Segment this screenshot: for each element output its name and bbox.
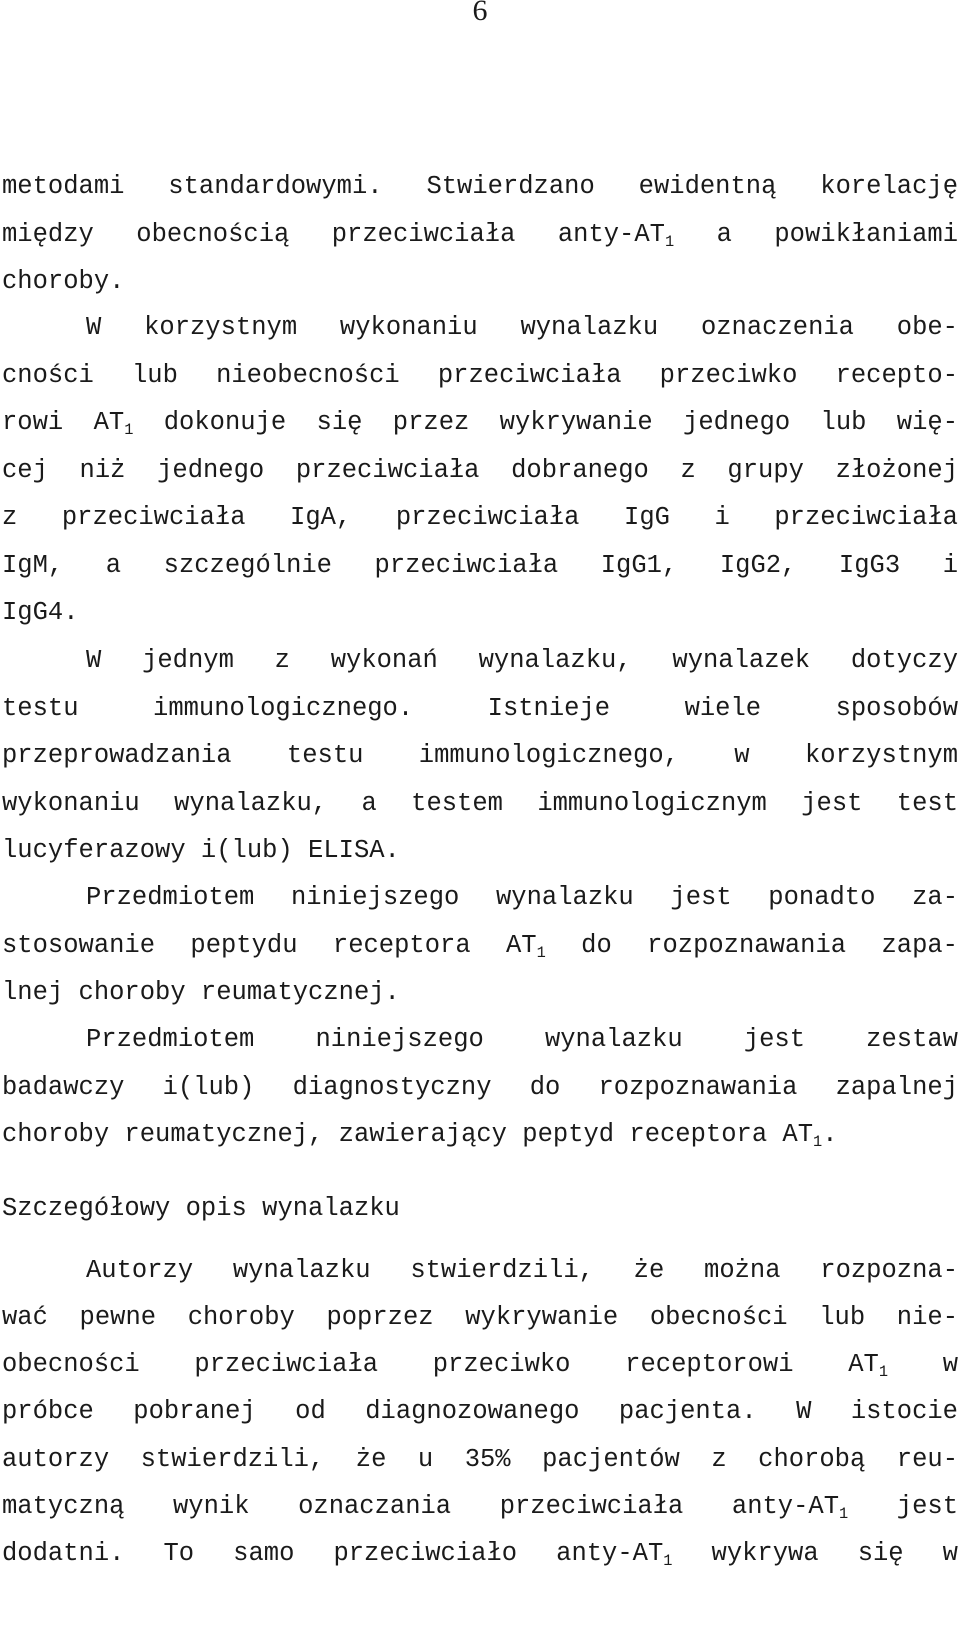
text-line: matyczną wynik oznaczania przeciwciała anty-$AT_1$ jest: [2, 1492, 958, 1524]
text-line: badawczy i(lub) diagnostyczny do rozpoznawania zapalnej: [2, 1073, 958, 1102]
text-line: W jednym z wykonań wynalazku, wynalazek dotyczy: [86, 646, 958, 675]
text-line: lucyferazowy i(lub) ELISA.: [2, 836, 400, 865]
text-line: metodami standardowymi. Stwierdzano ewidentną korelację: [2, 172, 958, 201]
text-line: rowi $AT_1$ dokonuje się przez wykrywanie jednego lub wię-: [2, 408, 959, 440]
text-line: Przedmiotem niniejszego wynalazku jest ponadto za-: [86, 883, 958, 912]
text-line: obecności przeciwciała przeciwko receptorowi $AT_1$ w: [2, 1350, 959, 1382]
text-line: wykonaniu wynalazku, a testem immunologicznym jest test: [2, 789, 958, 818]
text-line: testu immunologicznego. Istnieje wiele sposobów: [2, 694, 958, 723]
text-line: IgM, a szczególnie przeciwciała IgG1, IgG2, IgG3 i: [2, 551, 958, 580]
text-line: z przeciwciała IgA, przeciwciała IgG i przeciwciała: [2, 503, 958, 532]
text-line: przeprowadzania testu immunologicznego, w korzystnym: [2, 741, 958, 770]
text-line: próbce pobranej od diagnozowanego pacjenta. W istocie: [2, 1397, 958, 1426]
text-line: lnej choroby reumatycznej.: [2, 978, 400, 1007]
text-line: cej niż jednego przeciwciała dobranego z grupy złożonej: [2, 456, 958, 485]
section-heading: Szczegółowy opis wynalazku: [2, 1194, 400, 1223]
text-line: wać pewne choroby poprzez wykrywanie obecności lub nie-: [2, 1303, 958, 1332]
text-line: między obecnością przeciwciała anty-$AT_1$ a powikłaniami: [2, 220, 958, 252]
text-line: IgG4.: [2, 598, 79, 627]
text-line: choroby.: [2, 267, 125, 296]
text-line: cności lub nieobecności przeciwciała przeciwko recepto-: [2, 361, 958, 390]
text-line: choroby reumatycznej, zawierający peptyd receptora $AT_1$.: [2, 1120, 838, 1152]
text-line: stosowanie peptydu receptora $AT_1$ do rozpoznawania zapa-: [2, 931, 958, 963]
text-line: Autorzy wynalazku stwierdzili, że można rozpozna-: [86, 1256, 958, 1285]
text-line: Przedmiotem niniejszego wynalazku jest zestaw: [86, 1025, 958, 1054]
text-line: dodatni. To samo przeciwciało anty-$AT_1$ wykrywa się w: [2, 1539, 958, 1571]
page-number: 6: [472, 0, 488, 27]
text-line: autorzy stwierdzili, że u 35% pacjentów z chorobą reu-: [2, 1445, 958, 1474]
text-line: W korzystnym wykonaniu wynalazku oznaczenia obe-: [86, 313, 958, 342]
